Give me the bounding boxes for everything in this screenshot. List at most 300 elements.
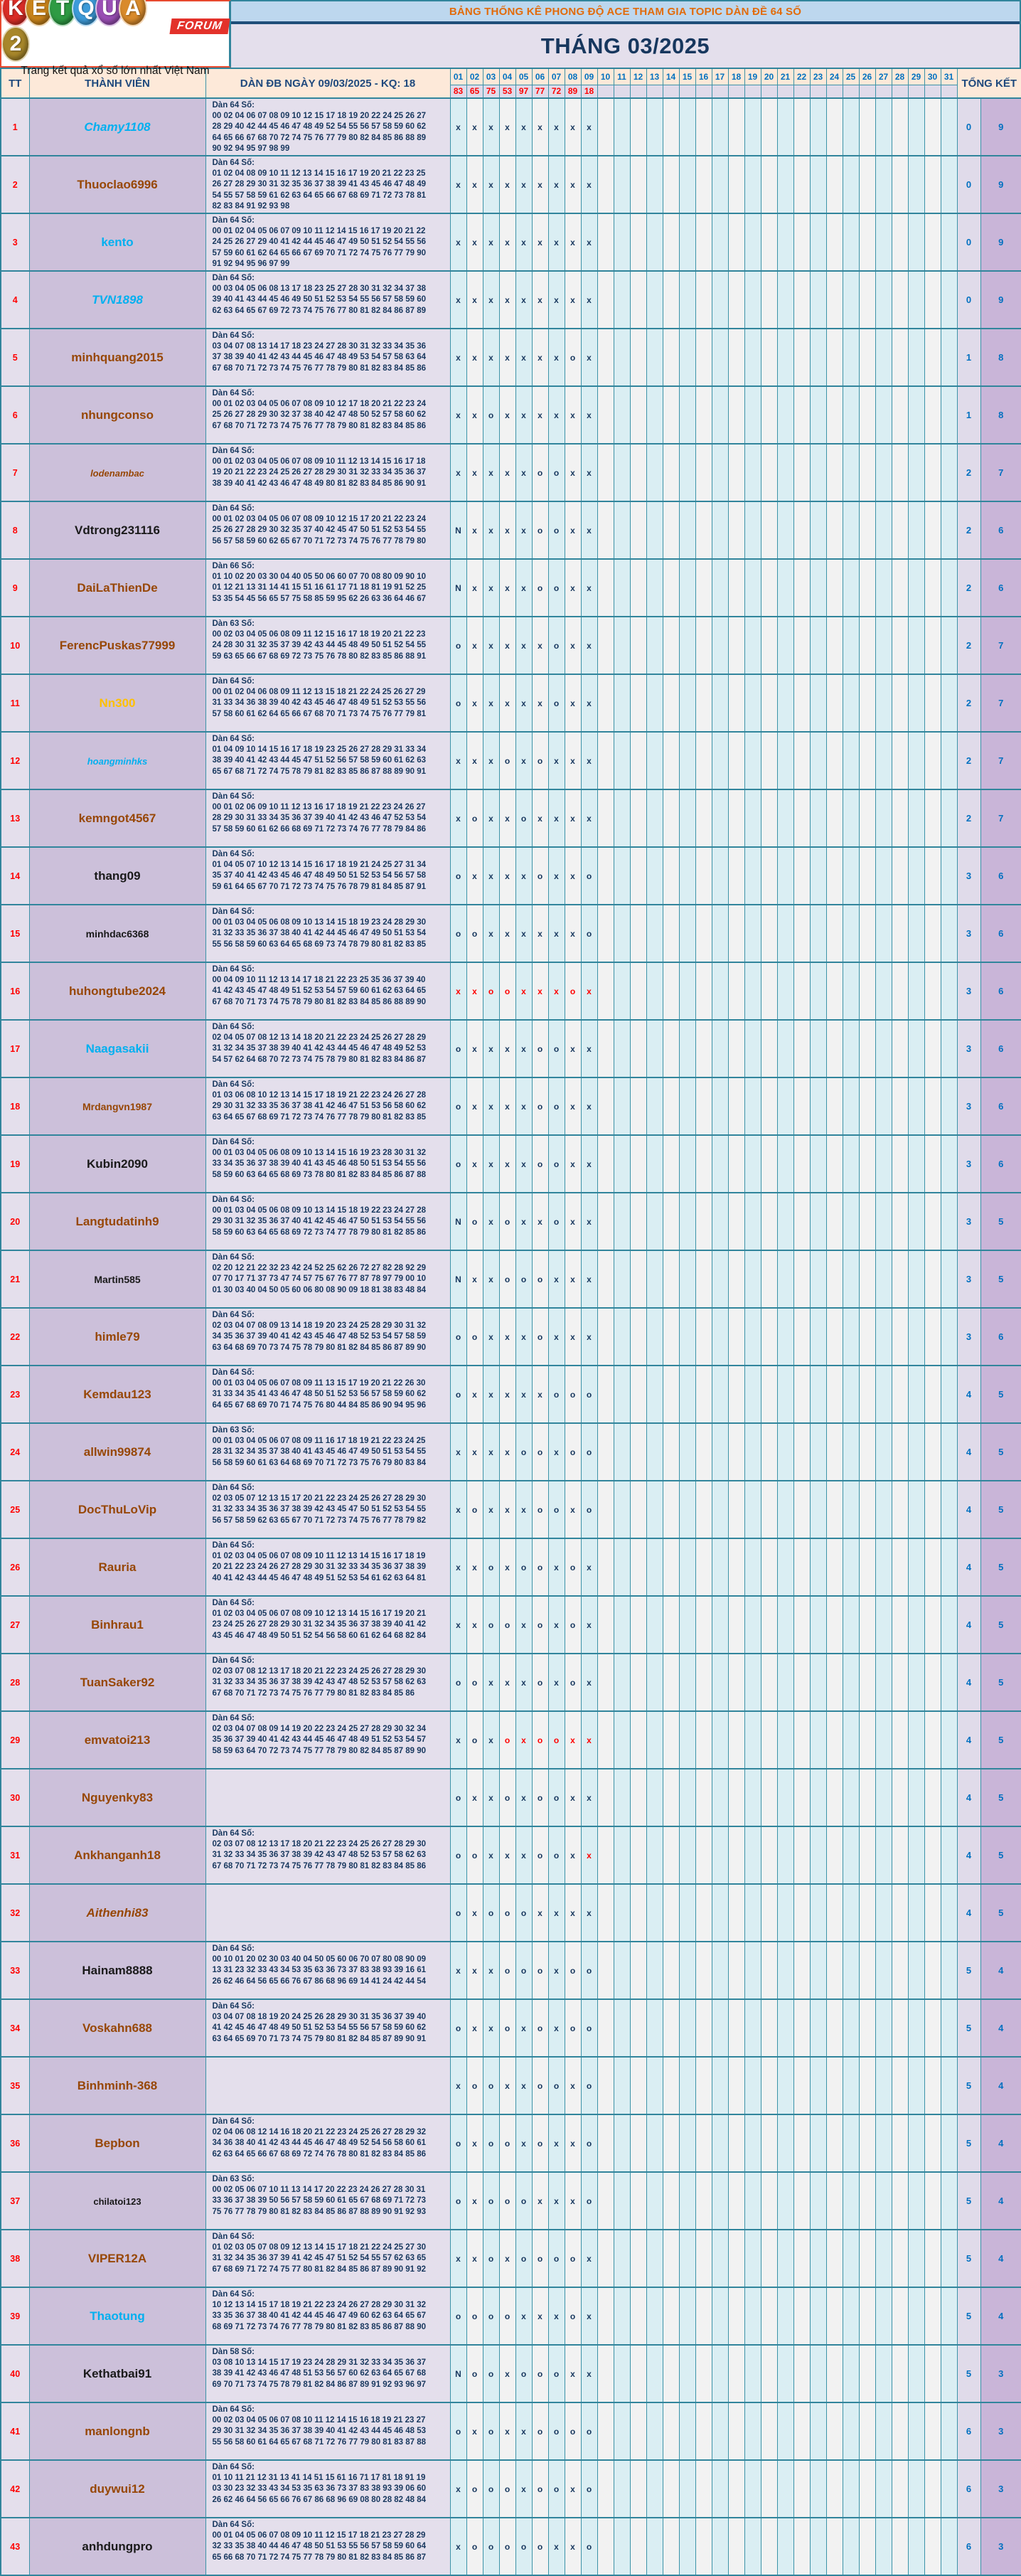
logo-letter: A [119, 0, 147, 26]
day-cell-empty [630, 213, 646, 271]
member-name[interactable]: hoangminhks [87, 755, 148, 767]
dan-line: 31 32 33 34 35 36 37 38 39 42 43 47 48 52 53 57 58 62 63 [212, 1678, 427, 1687]
forum-badge: FORUM [170, 18, 230, 34]
day-cell-empty [761, 789, 777, 847]
day-mark: x [499, 789, 515, 847]
member-name[interactable]: Kubin2090 [87, 1156, 148, 1171]
dan-line: 00 01 02 03 04 05 06 07 08 09 10 12 15 17 20 21 22 23 24 [212, 515, 427, 524]
day-cell-empty [728, 962, 744, 1020]
day-cell-empty [630, 962, 646, 1020]
day-mark: x [581, 444, 597, 501]
day-mark: o [565, 1366, 581, 1423]
dan-line: 02 04 05 07 08 12 13 14 18 20 21 22 23 24 25 26 27 28 29 [212, 1033, 427, 1043]
day-cell-empty [908, 2114, 924, 2172]
day-cell-empty [843, 386, 859, 444]
day-cell-empty [630, 2345, 646, 2402]
day-cell-empty [663, 98, 679, 156]
total-hit-count: 5 [980, 1826, 1021, 1884]
member-name[interactable]: Thuoclao6996 [77, 177, 158, 191]
day-mark: o [532, 1481, 548, 1538]
day-mark: x [483, 559, 499, 617]
day-cell-empty [859, 1308, 875, 1366]
member-name[interactable]: kento [101, 235, 134, 249]
day-mark: o [499, 1193, 515, 1250]
day-cell-empty [777, 732, 793, 789]
member-name[interactable]: Martin585 [94, 1273, 141, 1285]
day-cell-empty [695, 2172, 712, 2230]
day-cell-empty [761, 847, 777, 905]
dan-line: 00 02 05 06 07 10 11 13 14 17 20 22 23 24 26 27 28 30 31 [212, 2186, 426, 2195]
day-mark: o [548, 1135, 565, 1193]
dan-line: 59 63 65 66 67 68 69 72 73 75 76 78 80 82 83 85 86 88 91 [212, 651, 427, 661]
day-cell-empty [679, 789, 695, 847]
row-number: 35 [1, 2057, 29, 2114]
day-cell-empty [892, 2345, 908, 2402]
day-cell-empty [810, 501, 826, 559]
day-cell-empty [875, 98, 892, 156]
day-cell-empty [859, 1193, 875, 1250]
day-mark: o [532, 1538, 548, 1596]
day-cell-empty [892, 617, 908, 674]
day-cell-empty [924, 271, 941, 329]
member-name[interactable]: himle79 [95, 1329, 140, 1343]
day-cell-empty [777, 1481, 793, 1538]
member-name[interactable]: Ankhanganh18 [74, 1848, 161, 1862]
day-mark: x [499, 2402, 515, 2460]
day-mark: o [565, 1654, 581, 1711]
member-name[interactable]: Nn300 [99, 696, 136, 710]
day-cell-empty [695, 2057, 712, 2114]
day-cell-empty [646, 2114, 663, 2172]
day-cell-empty [793, 962, 810, 1020]
day-cell-empty [892, 2518, 908, 2575]
row-number: 4 [1, 271, 29, 329]
day-cell-empty [908, 271, 924, 329]
day-cell-empty [728, 732, 744, 789]
day-mark: x [450, 386, 466, 444]
day-cell-empty [728, 386, 744, 444]
total-miss-count: 3 [957, 1135, 980, 1193]
day-cell-empty [712, 329, 728, 386]
day-cell-empty [908, 2460, 924, 2518]
day-cell-empty [614, 2345, 630, 2402]
day-cell-empty [728, 674, 744, 732]
day-cell-empty [663, 2287, 679, 2345]
day-cell-empty [630, 1999, 646, 2057]
day-mark: o [515, 1538, 532, 1596]
day-cell-empty [630, 1942, 646, 1999]
day-mark: x [515, 1769, 532, 1826]
dan-line: 31 33 34 36 38 39 40 42 43 45 46 47 48 49 51 52 53 55 56 [212, 698, 427, 708]
dan-line: 31 32 33 35 36 37 38 40 41 42 44 45 46 47 49 50 51 53 54 [212, 929, 427, 938]
dan-line: 00 01 03 04 05 06 08 09 10 13 14 15 18 19 23 24 28 29 30 [212, 918, 427, 927]
total-miss-count: 3 [957, 905, 980, 962]
day-cell-empty [614, 271, 630, 329]
day-mark: x [483, 1769, 499, 1826]
day-column-header: 10 [597, 68, 614, 85]
day-cell-empty [908, 1769, 924, 1826]
member-name[interactable]: manlongnb [85, 2424, 150, 2438]
day-cell-empty [712, 559, 728, 617]
day-cell-empty [597, 732, 614, 789]
day-mark: x [466, 1999, 483, 2057]
day-cell-empty [826, 1769, 843, 1826]
day-cell-empty [712, 2402, 728, 2460]
member-row [1, 1826, 1021, 1884]
day-cell-empty [924, 501, 941, 559]
member-name[interactable]: duywui12 [90, 2481, 145, 2496]
day-cell-empty [892, 1308, 908, 1366]
day-cell-empty [793, 2287, 810, 2345]
row-number: 2 [1, 156, 29, 213]
total-miss-count: 2 [957, 559, 980, 617]
day-cell-empty [793, 1769, 810, 1826]
day-cell-empty [761, 1942, 777, 1999]
dan-line: 02 03 07 08 12 13 17 18 20 21 22 23 24 25 26 27 28 29 30 [212, 1667, 427, 1676]
day-cell-empty [793, 1250, 810, 1308]
day-cell-empty [728, 1711, 744, 1769]
day-cell-empty [663, 2345, 679, 2402]
day-mark: x [483, 444, 499, 501]
day-mark: x [515, 1020, 532, 1077]
dan-line: 19 20 21 22 23 24 25 26 27 28 29 30 31 32 33 34 35 36 37 [212, 468, 427, 477]
day-mark: o [515, 2230, 532, 2287]
dan-line: 28 29 30 31 33 34 35 36 37 39 40 41 42 43 46 47 52 53 54 [212, 814, 427, 823]
day-cell-empty [679, 1481, 695, 1538]
day-mark: x [499, 2057, 515, 2114]
day-cell-empty [728, 1423, 744, 1481]
member-name[interactable]: TVN1898 [92, 292, 143, 307]
day-cell-empty [875, 1481, 892, 1538]
day-cell-empty [679, 444, 695, 501]
day-mark: x [515, 1999, 532, 2057]
day-mark: x [581, 329, 597, 386]
member-name[interactable]: Bepbon [95, 2136, 140, 2150]
day-cell-empty [679, 1769, 695, 1826]
member-name[interactable]: Binhrau1 [91, 1617, 144, 1632]
day-mark: x [565, 789, 581, 847]
day-cell-empty [941, 1596, 957, 1654]
total-miss-count: 4 [957, 1884, 980, 1942]
member-name[interactable]: Naagasakii [85, 1041, 149, 1055]
member-name[interactable]: Vdtrong231116 [74, 523, 160, 537]
day-mark: x [548, 329, 565, 386]
dan-label: Dàn 58 Số: [212, 2348, 255, 2356]
day-cell-empty [646, 1193, 663, 1250]
day-mark: o [450, 2114, 466, 2172]
member-name[interactable]: DocThuLoVip [77, 1502, 157, 1516]
day-cell-empty [761, 2460, 777, 2518]
day-mark: o [499, 1596, 515, 1654]
day-cell-empty [597, 156, 614, 213]
day-mark: x [466, 156, 483, 213]
day-cell-empty [761, 2172, 777, 2230]
day-mark: x [483, 1826, 499, 1884]
total-miss-count: 4 [957, 1654, 980, 1711]
row-number: 13 [1, 789, 29, 847]
member-name-cell [29, 789, 205, 847]
total-miss-count: 3 [957, 962, 980, 1020]
day-cell-empty [810, 1077, 826, 1135]
day-cell-empty [744, 1193, 761, 1250]
dan-line: 00 01 03 04 05 06 07 08 09 11 13 15 17 19 20 21 22 26 30 [212, 1379, 426, 1388]
member-name[interactable]: Langtudatinh9 [75, 1214, 159, 1228]
day-cell-empty [875, 2230, 892, 2287]
day-cell-empty [744, 98, 761, 156]
member-name[interactable]: FerencPuskas77999 [59, 638, 176, 652]
dan-line: 68 69 71 72 73 74 76 77 78 79 80 81 82 83 85 86 87 88 90 [212, 2322, 427, 2331]
day-cell-empty [630, 1077, 646, 1135]
dan-line: 02 03 04 07 08 09 14 19 20 22 23 24 25 27 28 29 30 32 34 [212, 1725, 427, 1734]
day-cell-empty [777, 1769, 793, 1826]
member-row [1, 1250, 1021, 1308]
total-miss-count: 2 [957, 617, 980, 674]
total-miss-count: 2 [957, 674, 980, 732]
day-cell-empty [744, 1423, 761, 1481]
day-column-header: 06 [532, 68, 548, 85]
day-cell-empty [777, 1942, 793, 1999]
day-mark: x [450, 1942, 466, 1999]
member-name[interactable]: Kemdau123 [83, 1387, 151, 1401]
day-mark: o [483, 1596, 499, 1654]
day-mark: x [581, 1769, 597, 1826]
member-name[interactable]: emvatoi213 [84, 1733, 151, 1747]
member-name[interactable]: DaiLaThienDe [77, 580, 158, 595]
dan-numbers-cell [205, 1077, 450, 1135]
day-cell-empty [663, 1884, 679, 1942]
member-name[interactable]: VIPER12A [87, 2251, 147, 2265]
day-cell-empty [646, 98, 663, 156]
day-mark: x [565, 386, 581, 444]
day-cell-empty [859, 962, 875, 1020]
day-cell-empty [728, 444, 744, 501]
member-name[interactable]: anhdungpro [82, 2539, 153, 2553]
dan-line: 23 24 25 26 27 28 29 30 31 32 34 35 36 37 38 39 40 41 42 [212, 1620, 427, 1629]
member-name-cell [29, 732, 205, 789]
day-mark: x [548, 962, 565, 1020]
day-mark: x [515, 2057, 532, 2114]
day-cell-empty [679, 962, 695, 1020]
day-cell-empty [875, 2114, 892, 2172]
day-cell-empty [843, 674, 859, 732]
day-cell-empty [777, 2114, 793, 2172]
row-number: 24 [1, 1423, 29, 1481]
member-name[interactable]: kemngot4567 [78, 811, 156, 825]
member-name-cell [29, 559, 205, 617]
day-mark: x [515, 1308, 532, 1366]
day-mark: x [515, 386, 532, 444]
day-mark: x [483, 1999, 499, 2057]
day-column-header: 14 [663, 68, 679, 85]
day-cell-empty [597, 1423, 614, 1481]
total-hit-count: 5 [980, 1884, 1021, 1942]
day-cell-empty [663, 1999, 679, 2057]
day-mark: x [466, 1366, 483, 1423]
dan-line: 90 92 94 95 97 98 99 [212, 144, 290, 153]
member-name[interactable]: lodenambac [90, 467, 144, 479]
member-name[interactable]: TuanSaker92 [80, 1675, 155, 1689]
day-cell-empty [793, 617, 810, 674]
day-cell-empty [761, 617, 777, 674]
day-cell-empty [793, 1481, 810, 1538]
row-number: 40 [1, 2345, 29, 2402]
member-name[interactable]: nhungconso [81, 408, 154, 422]
member-name-cell [29, 1654, 205, 1711]
day-cell-empty [941, 962, 957, 1020]
day-cell-empty [695, 98, 712, 156]
day-column-header: 25 [843, 68, 859, 85]
day-mark: x [565, 905, 581, 962]
day-cell-empty [761, 213, 777, 271]
day-cell-empty [826, 2114, 843, 2172]
total-hit-count: 5 [980, 1250, 1021, 1308]
day-cell-empty [908, 1423, 924, 1481]
day-mark: o [483, 2172, 499, 2230]
day-cell-empty [630, 617, 646, 674]
day-cell-empty [630, 2057, 646, 2114]
day-column-header: 16 [695, 68, 712, 85]
member-name[interactable]: chilatoi123 [93, 2196, 141, 2207]
day-mark: x [466, 1423, 483, 1481]
day-mark: x [581, 2345, 597, 2402]
day-cell-empty [663, 2057, 679, 2114]
total-hit-count: 5 [980, 1538, 1021, 1596]
day-mark: x [532, 789, 548, 847]
daily-result-value [728, 85, 744, 98]
member-name[interactable]: Chamy1108 [84, 119, 151, 134]
day-cell-empty [924, 1077, 941, 1135]
member-name[interactable]: Kethatbai91 [82, 2366, 152, 2380]
day-cell-empty [810, 674, 826, 732]
day-cell-empty [941, 789, 957, 847]
day-cell-empty [744, 271, 761, 329]
member-name[interactable]: Binhminh-368 [77, 2078, 158, 2092]
day-cell-empty [810, 1769, 826, 1826]
day-mark: o [581, 1942, 597, 1999]
total-miss-count: 0 [957, 213, 980, 271]
day-mark: x [532, 905, 548, 962]
logo-letter: Q [72, 0, 100, 26]
day-cell-empty [728, 2057, 744, 2114]
member-name[interactable]: minhquang2015 [71, 350, 164, 364]
day-cell-empty [614, 674, 630, 732]
day-mark: x [483, 501, 499, 559]
member-name[interactable]: huhongtube2024 [68, 984, 166, 998]
day-cell-empty [630, 1250, 646, 1308]
dan-numbers-cell [205, 1308, 450, 1366]
member-row [1, 2230, 1021, 2287]
member-name[interactable]: Nguyenky83 [81, 1790, 154, 1804]
day-cell-empty [695, 271, 712, 329]
member-row [1, 501, 1021, 559]
day-cell-empty [744, 1711, 761, 1769]
day-cell-empty [663, 1077, 679, 1135]
member-name[interactable]: Voskahn688 [82, 2021, 152, 2035]
dan-line: 82 83 84 91 92 93 98 [212, 201, 290, 211]
day-cell-empty [908, 905, 924, 962]
day-cell-empty [761, 2287, 777, 2345]
day-mark: x [499, 847, 515, 905]
member-name[interactable]: Aithenhi83 [86, 1905, 149, 1920]
total-miss-count: 5 [957, 2287, 980, 2345]
day-mark: o [581, 2460, 597, 2518]
dan-line: 00 10 01 20 02 30 03 40 04 50 05 60 06 70 07 80 08 90 09 [212, 1955, 427, 1964]
dan-label: Dàn 64 Số: [212, 965, 255, 974]
dan-label: Dàn 64 Số: [212, 216, 255, 225]
dan-line: 03 08 10 13 14 15 17 19 23 24 28 29 31 32 33 34 35 36 37 [212, 2358, 427, 2368]
day-cell-empty [712, 156, 728, 213]
member-name[interactable]: Rauria [98, 1560, 137, 1574]
member-row [1, 1654, 1021, 1711]
day-cell-empty [597, 2172, 614, 2230]
day-cell-empty [924, 2345, 941, 2402]
total-hit-count: 5 [980, 1423, 1021, 1481]
day-cell-empty [859, 501, 875, 559]
day-cell-empty [941, 1538, 957, 1596]
day-cell-empty [859, 559, 875, 617]
day-cell-empty [614, 1884, 630, 1942]
site-logo[interactable] [0, 0, 231, 77]
day-cell-empty [908, 2230, 924, 2287]
day-cell-empty [614, 2518, 630, 2575]
day-cell-empty [810, 1423, 826, 1481]
day-cell-empty [630, 905, 646, 962]
member-name[interactable]: Hainam8888 [82, 1963, 153, 1977]
dan-line: 35 37 40 41 42 43 45 46 47 48 49 50 51 52 53 54 56 57 58 [212, 871, 427, 880]
day-cell-empty [663, 2518, 679, 2575]
day-cell-empty [892, 444, 908, 501]
dan-line: 00 01 03 04 05 06 07 08 09 11 16 17 18 19 21 22 23 24 25 [212, 1437, 426, 1446]
dan-line: 41 42 43 45 47 48 49 51 52 53 54 57 59 60 61 62 63 64 65 [212, 986, 427, 996]
day-cell-empty [728, 617, 744, 674]
day-mark: x [532, 1884, 548, 1942]
day-mark: o [466, 789, 483, 847]
day-cell-empty [941, 2518, 957, 2575]
day-cell-empty [744, 732, 761, 789]
day-mark: x [466, 2114, 483, 2172]
member-row [1, 1366, 1021, 1423]
day-column-header: 29 [908, 68, 924, 85]
day-mark: o [565, 329, 581, 386]
total-miss-count: 0 [957, 271, 980, 329]
member-name[interactable]: minhdac6368 [85, 927, 149, 940]
member-name[interactable]: Mrdangvn1987 [82, 1100, 153, 1112]
member-name[interactable]: allwin99874 [83, 1444, 151, 1459]
day-cell-empty [810, 1020, 826, 1077]
day-cell-empty [728, 329, 744, 386]
dan-column-header: DÀN ĐB NGÀY 09/03/2025 - KQ: 18 [205, 68, 450, 98]
day-cell-empty [761, 1250, 777, 1308]
row-number: 22 [1, 1308, 29, 1366]
day-cell-empty [761, 674, 777, 732]
day-cell-empty [597, 789, 614, 847]
dan-numbers-cell [205, 2345, 450, 2402]
member-row [1, 905, 1021, 962]
day-cell-empty [810, 2287, 826, 2345]
day-mark: o [450, 1884, 466, 1942]
day-cell-empty [793, 1711, 810, 1769]
dan-line: 26 62 46 64 56 65 66 76 67 86 68 96 69 14 41 24 42 44 54 [212, 1976, 427, 1986]
dan-line: 67 68 70 71 73 74 75 78 79 80 81 82 83 84 85 86 88 89 90 [212, 997, 427, 1006]
member-name[interactable]: Thaotung [90, 2309, 145, 2323]
day-mark: x [483, 1711, 499, 1769]
day-cell-empty [941, 1711, 957, 1769]
daily-result-value [892, 85, 908, 98]
day-cell-empty [761, 1308, 777, 1366]
member-name[interactable]: thang09 [94, 868, 141, 883]
day-cell-empty [908, 1711, 924, 1769]
day-cell-empty [663, 2230, 679, 2287]
